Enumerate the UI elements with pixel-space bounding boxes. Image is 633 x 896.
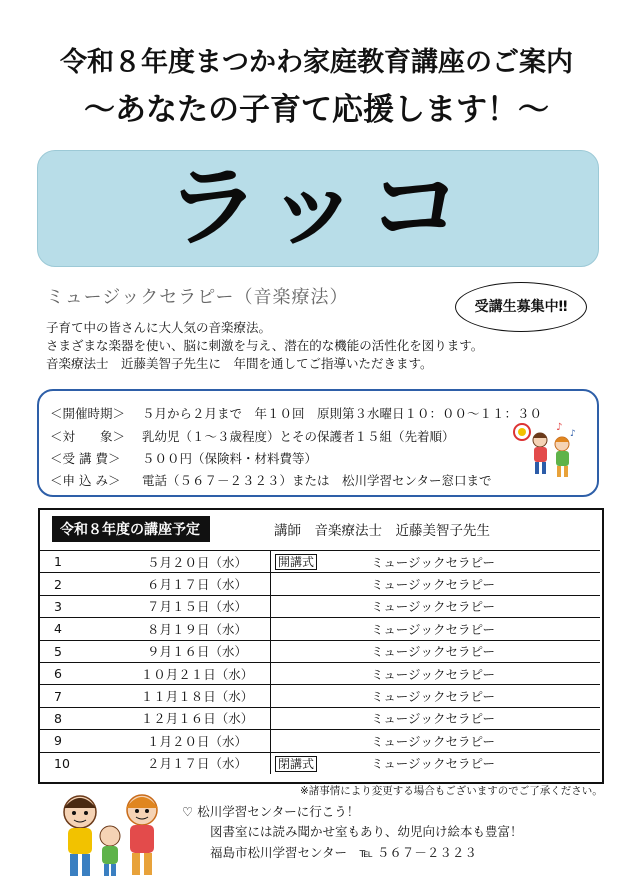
schedule-date: ９月１６日（水） bbox=[124, 640, 271, 662]
schedule-instructor: 講師 音楽療法士 近藤美智子先生 bbox=[274, 523, 490, 539]
schedule-number: 6 bbox=[38, 662, 124, 684]
schedule-title: ミュージックセラピー bbox=[365, 551, 600, 573]
banner-title: ラッコ bbox=[164, 155, 470, 259]
ceremony-tag: 開講式 bbox=[275, 554, 317, 570]
schedule-row bbox=[38, 707, 600, 729]
schedule-row bbox=[38, 640, 600, 662]
schedule-row bbox=[38, 730, 600, 752]
schedule-date: ６月１７日（水） bbox=[124, 573, 271, 595]
schedule-title: ミュージックセラピー bbox=[365, 707, 600, 729]
page-subtitle: ～あなたの子育て応援します！～ bbox=[84, 92, 549, 128]
schedule-ceremony bbox=[271, 595, 366, 617]
schedule-row bbox=[38, 551, 600, 573]
schedule-row bbox=[38, 662, 600, 684]
info-label: ＜開催時期＞ bbox=[50, 406, 126, 421]
schedule-date: ２月１７日（水） bbox=[124, 752, 271, 774]
description-line: 子育て中の皆さんに大人気の音楽療法。 bbox=[46, 320, 272, 335]
schedule-number: 8 bbox=[38, 707, 124, 729]
schedule-heading: 令和８年度の講座予定 bbox=[52, 516, 210, 542]
schedule-date: ８月１９日（水） bbox=[124, 618, 271, 640]
footer-line: ♡ 松川学習センターに行こう！ bbox=[182, 804, 360, 819]
svg-text:♪: ♪ bbox=[570, 429, 576, 439]
schedule-ceremony bbox=[271, 640, 366, 662]
schedule-date: １２月１６日（水） bbox=[124, 707, 271, 729]
schedule-number: 1 bbox=[38, 551, 124, 573]
schedule-ceremony bbox=[271, 573, 366, 595]
info-value: 乳幼児（１～３歳程度）とその保護者１５組（先着順） bbox=[142, 429, 455, 444]
info-label: ＜受 講 費＞ bbox=[50, 451, 121, 466]
schedule-date: ５月２０日（水） bbox=[124, 551, 271, 573]
schedule-ceremony bbox=[271, 685, 366, 707]
schedule-title: ミュージックセラピー bbox=[365, 618, 600, 640]
schedule-row bbox=[38, 752, 600, 774]
schedule-row bbox=[38, 573, 600, 595]
schedule-title: ミュージックセラピー bbox=[365, 595, 600, 617]
schedule-date: １０月２１日（水） bbox=[124, 662, 271, 684]
svg-text:♪: ♪ bbox=[556, 422, 563, 433]
info-value: ５００円（保険料・材料費等） bbox=[142, 451, 318, 466]
info-fee bbox=[50, 449, 317, 467]
schedule-title: ミュージックセラピー bbox=[365, 685, 600, 707]
heart-icon: ♡ bbox=[182, 804, 194, 819]
schedule-number: 7 bbox=[38, 685, 124, 707]
footer-line: 図書室には読み聞かせ室もあり、幼児向け絵本も豊富！ bbox=[210, 824, 523, 839]
info-label: ＜対 象＞ bbox=[50, 429, 126, 444]
schedule-date: ７月１５日（水） bbox=[124, 595, 271, 617]
schedule-date: １月２０日（水） bbox=[124, 730, 271, 752]
schedule-number: 4 bbox=[38, 618, 124, 640]
info-value: ５月から２月まで 年１０回 原則第３水曜日１０：００～１１：３０ bbox=[142, 406, 543, 421]
info-target bbox=[50, 427, 455, 445]
schedule-number: 5 bbox=[38, 640, 124, 662]
schedule-title: ミュージックセラピー bbox=[365, 730, 600, 752]
page-title: 令和８年度まつかわ家庭教育講座のご案内 bbox=[60, 47, 573, 78]
change-notice: ※諸事情により変更する場合もございますのでご了承ください。 bbox=[300, 785, 603, 797]
schedule-row bbox=[38, 685, 600, 707]
schedule-ceremony bbox=[271, 707, 366, 729]
schedule-number: 10 bbox=[38, 752, 124, 774]
info-period bbox=[50, 404, 542, 422]
schedule-title: ミュージックセラピー bbox=[365, 640, 600, 662]
schedule-number: 9 bbox=[38, 730, 124, 752]
ceremony-tag: 閉講式 bbox=[275, 756, 317, 772]
recruit-badge: 受講生募集中‼ bbox=[455, 282, 587, 332]
schedule-title: ミュージックセラピー bbox=[365, 573, 600, 595]
schedule-title: ミュージックセラピー bbox=[365, 662, 600, 684]
schedule-number: 3 bbox=[38, 595, 124, 617]
info-label: ＜申 込 み＞ bbox=[50, 473, 121, 488]
info-value: 電話（５６７－２３２３）または 松川学習センター窓口まで bbox=[142, 473, 492, 488]
info-apply bbox=[50, 471, 492, 489]
schedule-title: ミュージックセラピー bbox=[365, 752, 600, 774]
schedule-table bbox=[38, 550, 600, 774]
schedule-number: 2 bbox=[38, 573, 124, 595]
footer-contact: 福島市松川学習センター ℡ ５６７－２３２３ bbox=[210, 845, 477, 860]
schedule-ceremony bbox=[271, 730, 366, 752]
kids-music-illustration-icon bbox=[510, 418, 582, 488]
schedule-row bbox=[38, 595, 600, 617]
course-subject: ミュージックセラピー（音楽療法） bbox=[46, 287, 349, 308]
description-line: 音楽療法士 近藤美智子先生に 年間を通してご指導いただきます。 bbox=[46, 356, 433, 371]
schedule-ceremony bbox=[271, 752, 366, 774]
schedule-ceremony bbox=[271, 662, 366, 684]
family-illustration-icon bbox=[50, 786, 170, 886]
description-line: さまざまな楽器を使い、脳に刺激を与え、潜在的な機能の活性化を図ります。 bbox=[46, 338, 484, 353]
schedule-row bbox=[38, 618, 600, 640]
schedule-ceremony bbox=[271, 551, 366, 573]
schedule-date: １１月１８日（水） bbox=[124, 685, 271, 707]
schedule-ceremony bbox=[271, 618, 366, 640]
